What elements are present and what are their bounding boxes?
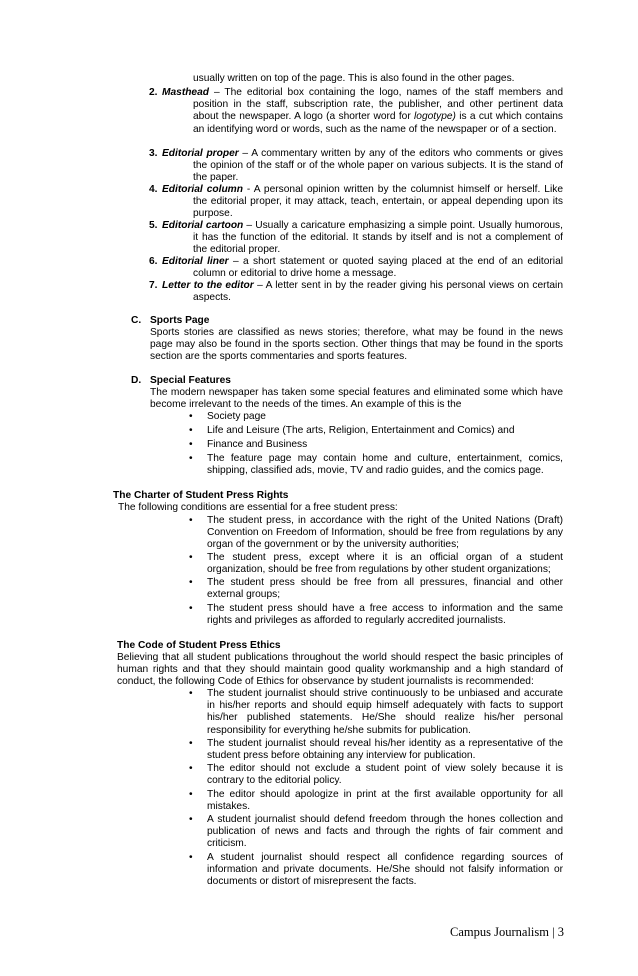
item-text: Editorial proper – A commentary written by any of the editors who comments or gives the opinion of the staff or of the whole paper on various subjects. It is the stand of the paper. [162, 148, 563, 184]
bullet-icon: • [189, 515, 193, 526]
charter-title: The Charter of Student Press Rights [113, 490, 289, 501]
bullet-icon: • [189, 453, 193, 464]
item-term: Editorial cartoon [162, 220, 244, 231]
item-text: Letter to the editor – A letter sent in by the reader giving his personal views on certain aspects. [162, 280, 563, 304]
section-d-body: The modern newspaper has taken some special features and eliminated some which have become irrelevant to the needs of the times. An example of this is the [150, 387, 563, 411]
ethics-item: The student journalist should strive continuously to be unbiased and accurate in his/her reports and should equip himself adequately with facts to support his/her published statements. He/She should realize his/her personal responsibility for everything he/she submits for publication. [207, 688, 563, 736]
page-footer: Campus Journalism | 3 [450, 925, 564, 939]
charter-item: The student press should have a free access to information and the same rights and privileges as afforded to regularly accredited journalists. [207, 603, 563, 627]
item-term: Editorial liner [162, 256, 229, 267]
item-number: 2. [149, 87, 158, 98]
bullet-icon: • [189, 425, 193, 436]
feature-item: Life and Leisure (The arts, Religion, Entertainment and Comics) and [207, 425, 515, 436]
bullet-icon: • [189, 603, 193, 614]
bullet-icon: • [189, 789, 193, 800]
section-c-letter: C. [131, 315, 142, 326]
bullet-icon: • [189, 552, 193, 563]
item-text: Editorial cartoon – Usually a caricature emphasizing a simple point. Usually humorous, it has the function of the editorial. It stands by itself and is not a complement of the editorial proper. [162, 220, 563, 256]
bullet-icon: • [189, 688, 193, 699]
charter-intro: The following conditions are essential for a free student press: [118, 502, 398, 513]
ethics-item: A student journalist should respect all confidence regarding sources of information and private documents. He/She should not falsify information or documents or distort of misrepresent the facts. [207, 852, 563, 888]
bullet-icon: • [189, 814, 193, 825]
ethics-item: The editor should apologize in print at the first available opportunity for all mistakes. [207, 789, 563, 813]
feature-item: Finance and Business [207, 439, 308, 450]
item-1-continuation: usually written on top of the page. This is also found in the other pages. [193, 73, 515, 84]
ethics-title: The Code of Student Press Ethics [117, 640, 281, 651]
ethics-item: The editor should not exclude a student point of view solely because it is contrary to the editorial policy. [207, 763, 563, 787]
bullet-icon: • [189, 439, 193, 450]
section-c-body: Sports stories are classified as news stories; therefore, what may be found in the news page may also be found in the sports section. Other things that may be found in the sports section are the sports commentaries and sports features. [150, 327, 563, 363]
item-term: Editorial proper [162, 148, 239, 159]
charter-item: The student press, in accordance with the right of the United Nations (Draft) Convention on Freedom of Information, should be free from regulations by any organ of the government or by the university authorities; [207, 515, 563, 551]
charter-item: The student press, except where it is an official organ of a student organization, should be free from regulations by other student organizations; [207, 552, 563, 576]
item-term: Letter to the editor [162, 280, 254, 291]
item-number: 3. [149, 148, 158, 159]
section-c-title: Sports Page [150, 315, 210, 326]
section-d-letter: D. [131, 375, 142, 386]
ethics-intro: Believing that all student publications throughout the world should respect the basic principles of human rights and that they should maintain good quality workmanship and a high standard of conduct, the following Code of Ethics for observance by student journalists is recommended: [117, 652, 563, 688]
item-number: 7. [149, 280, 158, 291]
bullet-icon: • [189, 738, 193, 749]
item-number: 5. [149, 220, 158, 231]
charter-item: The student press should be free from all pressures, financial and other external groups; [207, 577, 563, 601]
item-text: Editorial column - A personal opinion written by the columnist himself or herself. Like the editorial proper, it may attack, teach, entertain, or appeal depending upon its purpose. [162, 184, 563, 220]
feature-item: The feature page may contain home and culture, entertainment, comics, shipping, classified ads, movie, TV and radio guides, and the comics page. [207, 453, 563, 477]
item-number: 4. [149, 184, 158, 195]
item-number: 6. [149, 256, 158, 267]
bullet-icon: • [189, 763, 193, 774]
item-text: Masthead – The editorial box containing the logo, names of the staff members and position in the staff, subscription rate, the publisher, and other pertinent data about the newspaper. A logo (a shorter word for logotype) is a cut which contains an identifying word or words, such as the name of the newspaper or of a section. [162, 87, 563, 135]
bullet-icon: • [189, 852, 193, 863]
item-term: Editorial column [162, 184, 243, 195]
ethics-item: The student journalist should reveal his/her identity as a representative of the student press before obtaining any interview for publication. [207, 738, 563, 762]
bullet-icon: • [189, 411, 193, 422]
item-term: Masthead [162, 87, 209, 98]
bullet-icon: • [189, 577, 193, 588]
ethics-item: A student journalist should defend freedom through the hones collection and publication of news and facts and through the rights of fair comment and criticism. [207, 814, 563, 850]
section-d-title: Special Features [150, 375, 231, 386]
feature-item: Society page [207, 411, 266, 422]
item-text: Editorial liner – a short statement or quoted saying placed at the end of an editorial column or editorial to drive home a message. [162, 256, 564, 280]
